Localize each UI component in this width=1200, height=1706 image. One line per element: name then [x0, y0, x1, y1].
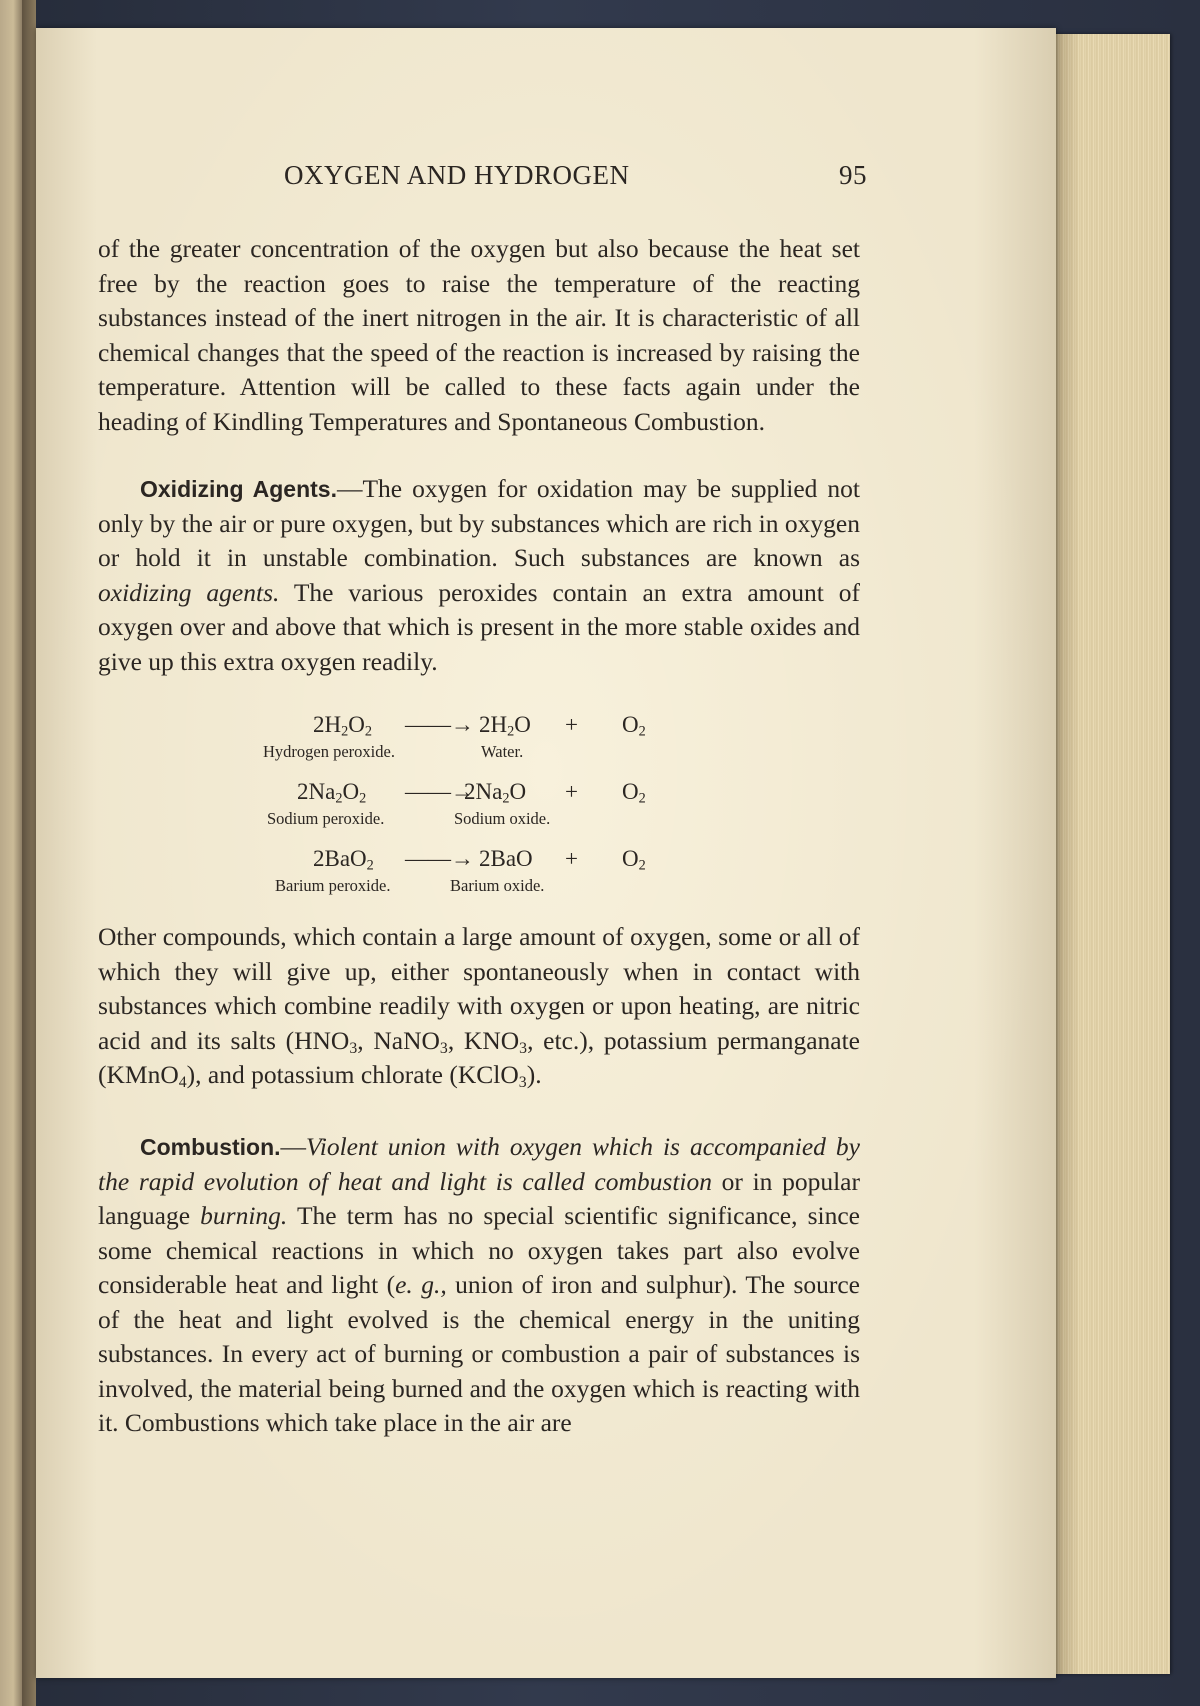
equation-product: $2H_2O$ — [479, 712, 531, 740]
product-label: Sodium oxide. — [454, 809, 551, 828]
product-label: Water. — [481, 742, 524, 761]
equation-reactant: $2Na_2O_2$ — [297, 779, 367, 807]
other-compounds-paragraph: Other compounds, which contain a large amount of oxygen, some or all of which they will give up, either spontaneously when in contact with substances which combine readily with oxygen or upon heating, are nitric acid and its salts ($HNO_3$, NaNO$_3$, $KNO_3$, etc.), potassium permanganate (KMnO$_4$), and potassium chlorate (KClO$_3$). — [98, 922, 860, 1091]
paragraph-continued: of the greater concentration of the oxygen but also because the heat set free by the reaction goes to raise the temperature of the reacting substances instead of the inert nitrogen in the air. It is characteristic of all chemical changes that the speed of the reaction is increased by raising the temperature. Attention will be called to these facts again under the heading of Kindling Temperatures and Spontaneous Combustion. — [98, 234, 860, 436]
reactant-label: Barium peroxide. — [275, 876, 391, 895]
reaction-arrow: ——→ — [405, 846, 474, 871]
equation-plus: + — [565, 779, 578, 804]
reaction-arrow: ——→ — [405, 779, 474, 804]
reactant-label: Hydrogen peroxide. — [263, 742, 395, 761]
equation-plus: + — [565, 712, 578, 737]
oxidizing-agents-heading: Oxidizing Agents. — [140, 476, 337, 502]
oxidizing-agents-text-1: —The oxygen for oxidation may be supplied not only by the air or pure oxygen, but by substances which are rich in oxygen or hold it in unstable combination. Such substances are known as — [98, 474, 860, 572]
oxidizing-agents-paragraph — [98, 472, 860, 679]
running-head-title: OXYGEN AND HYDROGEN — [284, 160, 630, 190]
equation-product: 2BaO — [479, 846, 533, 871]
combustion-heading: Combustion. — [140, 1134, 281, 1160]
combustion-term: burning. — [200, 1201, 288, 1230]
equation-reactant: $2H_2O_2$ — [313, 712, 372, 740]
oxidizing-agents-term: oxidizing agents. — [98, 577, 280, 607]
reaction-arrow: ——→ — [405, 712, 474, 737]
product-label: Barium oxide. — [450, 876, 545, 895]
equation-gas: $O_2$ — [622, 779, 646, 807]
combustion-paragraph: Combustion.—Violent union with oxygen which is accompanied by the rapid evolution of heat and light is called combustion or in popular language burning. The term has no special scientific significance, since some chemical reactions in which no oxygen takes part also evolve considerable heat and light (e. g., union of iron and sulphur). The source of the heat and light evolved is the chemical energy in the uniting substances. In every act of burning or combustion a pair of substances is involved, the material being burned and the oxygen which is reacting with it. Combustions which take place in the air are — [98, 1132, 860, 1437]
equation-gas: $O_2$ — [622, 712, 646, 740]
oxidizing-agents-text-2: The various peroxides contain an extra amount of oxygen over and above that which is present in the more stable oxides and give up this extra oxygen readily. — [98, 577, 860, 676]
book-spine-edge — [0, 0, 22, 1706]
equation-plus: + — [565, 846, 578, 871]
reactant-label: Sodium peroxide. — [267, 809, 385, 828]
equation-gas: $O_2$ — [622, 846, 646, 874]
equation-reactant: 2BaO$_2$ — [313, 846, 374, 874]
page-number: 95 — [839, 160, 867, 190]
equation-product: $2Na_2O$ — [464, 779, 527, 807]
running-head — [0, 160, 1200, 200]
book-gutter — [22, 0, 36, 1706]
combustion-definition: Violent union with oxygen which is accompanied by the rapid evolution of heat and light is called combustion — [98, 1132, 860, 1196]
